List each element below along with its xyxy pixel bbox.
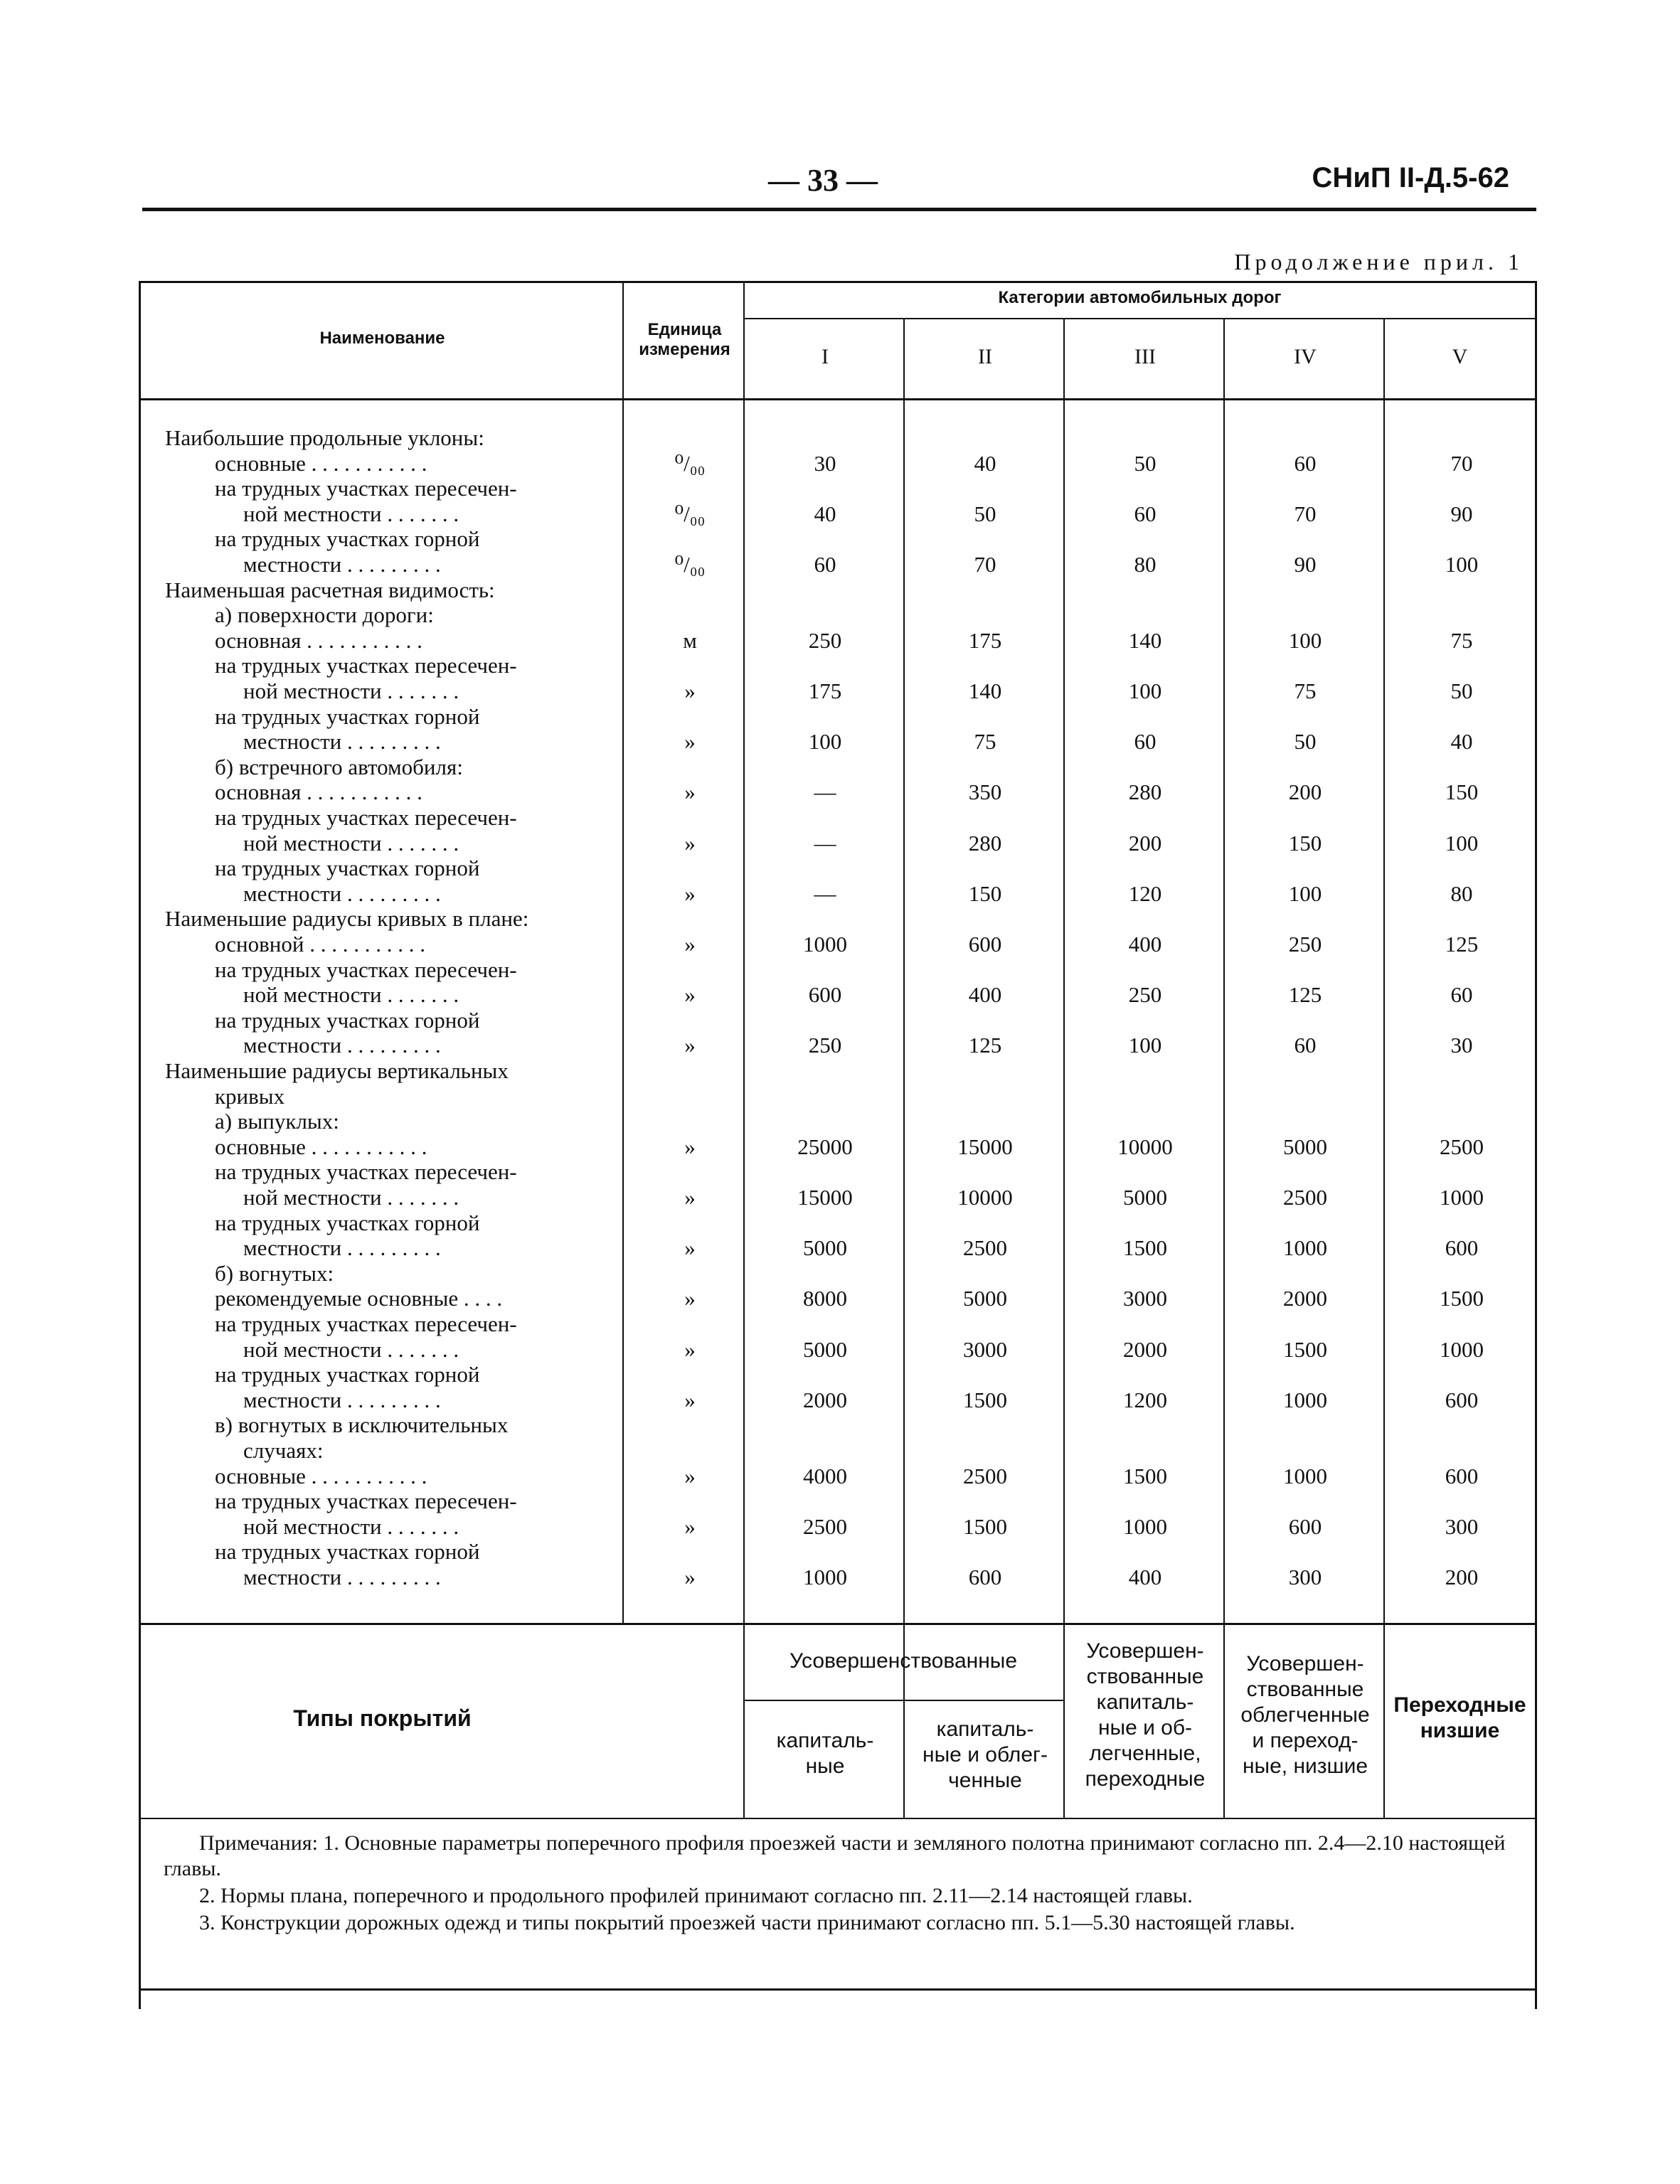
category-header-2: II [978, 345, 992, 368]
table-row [0, 1185, 1680, 1210]
row-value-cat-4: 125 [1288, 982, 1322, 1008]
row-value-cat-3: 100 [1128, 1033, 1162, 1058]
row-unit: » [684, 830, 696, 856]
row-value-cat-1: 175 [808, 678, 842, 703]
coverage-improved: Усовершенствованные [789, 1649, 1018, 1673]
row-label: основная . . . . . . . . . . . [215, 627, 422, 653]
row-label: на трудных участках пересечен- [215, 1159, 517, 1185]
row-value-cat-5: 150 [1445, 779, 1479, 805]
coverage-improved-rule [743, 1700, 1063, 1701]
row-value-cat-3: 60 [1134, 501, 1157, 526]
row-label: б) встречного автомобиля: [215, 754, 463, 779]
table-row [0, 653, 1680, 678]
row-value-cat-2: 75 [974, 729, 996, 755]
row-value-cat-4: 1000 [1283, 1387, 1327, 1412]
row-value-cat-1: — [814, 880, 836, 906]
row-value-cat-4: 1000 [1283, 1235, 1327, 1261]
table-row [0, 1286, 1680, 1311]
row-value-cat-4: 600 [1288, 1513, 1322, 1539]
row-value-cat-5: 600 [1445, 1387, 1479, 1412]
row-value-cat-2: 10000 [957, 1185, 1013, 1210]
row-value-cat-3: 200 [1128, 830, 1162, 856]
table-row [0, 425, 1680, 451]
row-value-cat-4: 200 [1288, 779, 1322, 805]
row-value-cat-2: 280 [968, 830, 1002, 856]
table-row [0, 1464, 1680, 1489]
row-value-cat-3: 10000 [1117, 1134, 1173, 1159]
table-row [0, 1539, 1680, 1565]
row-label: на трудных участках пересечен- [215, 1311, 517, 1336]
row-label: Наименьшие радиусы кривых в плане: [165, 906, 529, 932]
row-value-cat-5: 90 [1450, 501, 1473, 526]
table-row [0, 1159, 1680, 1185]
row-value-cat-1: 1000 [803, 932, 847, 957]
row-value-cat-1: 5000 [803, 1235, 847, 1261]
row-label: ной местности . . . . . . . [243, 1513, 459, 1539]
table-row [0, 1387, 1680, 1413]
row-value-cat-3: 1500 [1123, 1235, 1167, 1261]
table-row [0, 1109, 1680, 1134]
row-value-cat-5: 200 [1445, 1565, 1479, 1589]
row-value-cat-4: 70 [1294, 501, 1317, 526]
category-header-5: V [1452, 345, 1468, 368]
row-label: местности . . . . . . . . . [243, 1387, 441, 1412]
coverage-title: Типы покрытий [293, 1705, 472, 1731]
row-value-cat-5: 600 [1445, 1463, 1479, 1488]
table-row [0, 1438, 1680, 1464]
row-value-cat-4: 1000 [1283, 1463, 1327, 1488]
row-label: на трудных участках пересечен- [215, 476, 517, 501]
row-value-cat-2: 15000 [957, 1134, 1013, 1159]
row-unit: » [684, 779, 696, 805]
row-value-cat-3: 280 [1128, 779, 1162, 805]
row-label: на трудных участках горной [215, 1539, 480, 1565]
row-label: на трудных участках пересечен- [215, 957, 517, 982]
row-label: местности . . . . . . . . . [243, 1033, 441, 1058]
row-label: ной местности . . . . . . . [243, 830, 459, 856]
row-value-cat-5: 2500 [1440, 1134, 1484, 1159]
table-row [0, 1235, 1680, 1261]
row-value-cat-2: 5000 [963, 1286, 1007, 1311]
row-value-cat-3: 120 [1128, 880, 1162, 906]
table-row [0, 1514, 1680, 1540]
coverage-cat-3: Усовершен- ствованные капиталь- ные и об- легченные, переходные [1085, 1639, 1206, 1791]
row-label: основные . . . . . . . . . . . [215, 1463, 427, 1488]
row-value-cat-5: 40 [1450, 729, 1473, 755]
row-label: Наименьшая расчетная видимость: [165, 577, 495, 602]
col-header-unit: Единица измерения [639, 320, 730, 359]
row-label: на трудных участках горной [215, 1210, 480, 1235]
row-value-cat-3: 250 [1128, 982, 1162, 1008]
row-label: ной местности . . . . . . . [243, 982, 459, 1008]
row-label: ной местности . . . . . . . [243, 501, 459, 526]
note-3: 3. Конструкции дорожных одежд и типы покрытий проезжей части принимают согласно пп. 5.1—5.30 настоящей главы. [199, 1911, 1295, 1934]
row-value-cat-5: 30 [1450, 1033, 1473, 1058]
row-value-cat-5: 60 [1450, 982, 1473, 1008]
row-value-cat-1: 40 [814, 501, 836, 526]
continuation-label: Продолжение прил. 1 [1234, 249, 1524, 275]
table-row [0, 779, 1680, 805]
table-row [0, 577, 1680, 603]
row-label: ной местности . . . . . . . [243, 1185, 459, 1210]
row-value-cat-3: 60 [1134, 729, 1157, 755]
row-value-cat-1: 2500 [803, 1513, 847, 1539]
header-rule [142, 208, 1536, 211]
row-unit: ⁰/₀₀ [674, 450, 706, 476]
col-header-categories: Категории автомобильных дорог [998, 288, 1282, 307]
row-value-cat-4: 250 [1288, 932, 1322, 957]
category-header-4: IV [1294, 345, 1317, 368]
row-value-cat-4: 50 [1294, 729, 1317, 755]
row-value-cat-3: 1500 [1123, 1463, 1167, 1488]
row-value-cat-3: 50 [1134, 450, 1157, 476]
row-unit: » [684, 1185, 696, 1210]
row-value-cat-2: 2500 [963, 1463, 1007, 1488]
row-label: основная . . . . . . . . . . . [215, 779, 422, 805]
table-row [0, 831, 1680, 856]
row-unit: » [684, 880, 696, 906]
row-value-cat-4: 90 [1294, 552, 1317, 577]
row-value-cat-2: 1500 [963, 1513, 1007, 1539]
row-value-cat-1: 15000 [797, 1185, 853, 1210]
row-value-cat-5: 1500 [1440, 1286, 1484, 1311]
table-row [0, 1210, 1680, 1236]
table-top-rule [139, 281, 1536, 283]
row-value-cat-2: 1500 [963, 1387, 1007, 1412]
table-row [0, 602, 1680, 628]
row-label: основной . . . . . . . . . . . [215, 932, 425, 957]
row-value-cat-1: 100 [808, 729, 842, 755]
row-label: случаях: [243, 1438, 324, 1463]
row-unit: » [684, 1033, 696, 1058]
row-value-cat-2: 40 [974, 450, 996, 476]
row-value-cat-2: 70 [974, 552, 996, 577]
row-value-cat-5: 100 [1445, 552, 1479, 577]
row-value-cat-5: 1000 [1440, 1336, 1484, 1362]
table-row [0, 856, 1680, 881]
table-row [0, 1488, 1680, 1514]
row-label: Наибольшие продольные уклоны: [165, 425, 484, 450]
row-value-cat-4: 60 [1294, 1033, 1317, 1058]
note-2: 2. Нормы плана, поперечного и продольного профилей принимают согласно пп. 2.11—2.14 настоящей главы. [199, 1884, 1193, 1907]
row-value-cat-5: 1000 [1440, 1185, 1484, 1210]
document-code: СНиП II-Д.5-62 [1312, 162, 1509, 193]
category-header-3: III [1134, 345, 1156, 368]
table-row [0, 1084, 1680, 1109]
row-label: в) вогнутых в исключительных [215, 1412, 509, 1438]
row-label: местности . . . . . . . . . [243, 880, 441, 906]
row-value-cat-1: 60 [814, 552, 836, 577]
row-label: на трудных участках горной [215, 526, 480, 552]
table-row [0, 729, 1680, 755]
row-value-cat-5: 125 [1445, 932, 1479, 957]
row-label: на трудных участках пересечен- [215, 653, 517, 678]
row-unit: ⁰/₀₀ [674, 501, 706, 526]
row-unit: » [684, 1235, 696, 1261]
row-value-cat-4: 60 [1294, 450, 1317, 476]
row-value-cat-3: 1200 [1123, 1387, 1167, 1412]
row-value-cat-1: — [814, 779, 836, 805]
table-row [0, 628, 1680, 654]
row-value-cat-2: 50 [974, 501, 996, 526]
table-row [0, 1311, 1680, 1337]
table-row [0, 932, 1680, 957]
coverage-bottom-rule [139, 1818, 1536, 1819]
row-value-cat-5: 100 [1445, 830, 1479, 856]
row-value-cat-3: 1000 [1123, 1513, 1167, 1539]
row-label: Наименьшие радиусы вертикальных [165, 1058, 509, 1083]
note-1: Примечания: 1. Основные параметры поперечного профиля проезжей части и земляного полотна принимают согласно пп. 2.4—2.10 настоящей главы. [164, 1831, 1506, 1880]
row-value-cat-4: 75 [1294, 678, 1317, 703]
row-unit: ⁰/₀₀ [674, 552, 706, 577]
row-value-cat-2: 140 [968, 678, 1002, 703]
header-bottom-rule [139, 398, 1536, 400]
row-value-cat-2: 600 [968, 1565, 1002, 1589]
coverage-cat-1: капиталь- ные [776, 1729, 874, 1778]
row-unit: » [684, 729, 696, 755]
row-label: ной местности . . . . . . . [243, 678, 459, 703]
table-row [0, 805, 1680, 831]
body-bottom-rule [139, 1623, 1536, 1625]
row-label: местности . . . . . . . . . [243, 1235, 441, 1261]
table-row [0, 982, 1680, 1008]
row-value-cat-2: 3000 [963, 1336, 1007, 1362]
row-value-cat-5: 50 [1450, 678, 1473, 703]
row-value-cat-3: 100 [1128, 678, 1162, 703]
row-value-cat-1: 2000 [803, 1387, 847, 1412]
row-unit: м [683, 627, 697, 653]
row-value-cat-1: 1000 [803, 1565, 847, 1589]
row-label: основные . . . . . . . . . . . [215, 450, 427, 476]
row-label: местности . . . . . . . . . [243, 729, 441, 755]
table-row [0, 1412, 1680, 1438]
row-value-cat-4: 150 [1288, 830, 1322, 856]
col-header-name: Наименование [319, 329, 445, 348]
row-value-cat-1: 4000 [803, 1463, 847, 1488]
row-unit: » [684, 678, 696, 703]
table-row [0, 678, 1680, 704]
row-value-cat-2: 2500 [963, 1235, 1007, 1261]
row-value-cat-4: 2500 [1283, 1185, 1327, 1210]
table-row [0, 1261, 1680, 1287]
row-value-cat-5: 70 [1450, 450, 1473, 476]
row-label: местности . . . . . . . . . [243, 1565, 441, 1589]
row-unit: » [684, 932, 696, 957]
row-unit: » [684, 1513, 696, 1539]
row-unit: » [684, 1134, 696, 1159]
row-value-cat-2: 600 [968, 932, 1002, 957]
table-row [0, 1008, 1680, 1033]
row-label: на трудных участках горной [215, 856, 480, 881]
row-value-cat-1: 5000 [803, 1336, 847, 1362]
row-unit: » [684, 1463, 696, 1488]
row-value-cat-5: 300 [1445, 1513, 1479, 1539]
row-value-cat-3: 5000 [1123, 1185, 1167, 1210]
row-value-cat-1: 250 [808, 1033, 842, 1058]
table-bottom-rule [139, 1988, 1536, 1991]
table-row [0, 526, 1680, 552]
row-value-cat-2: 125 [968, 1033, 1002, 1058]
row-unit: » [684, 1286, 696, 1311]
row-value-cat-5: 600 [1445, 1235, 1479, 1261]
row-value-cat-2: 350 [968, 779, 1002, 805]
row-unit: » [684, 1565, 696, 1589]
row-value-cat-1: 25000 [797, 1134, 853, 1159]
table-row [0, 451, 1680, 476]
table-row [0, 1337, 1680, 1363]
row-label: на трудных участках горной [215, 1007, 480, 1033]
row-value-cat-4: 5000 [1283, 1134, 1327, 1159]
row-value-cat-3: 80 [1134, 552, 1157, 577]
row-value-cat-2: 175 [968, 627, 1002, 653]
coverage-cat-2: капиталь- ные и облег- ченные [923, 1717, 1048, 1792]
row-label: кривых [215, 1083, 285, 1109]
row-label: а) выпуклых: [215, 1109, 339, 1134]
table-row [0, 881, 1680, 907]
coverage-cat-4: Усовершен- ствованные облегченные и переход- ные, низшие [1240, 1652, 1370, 1778]
row-unit: » [684, 982, 696, 1008]
coverage-cat-5: Переходные низшие [1393, 1693, 1526, 1742]
row-value-cat-5: 80 [1450, 880, 1473, 906]
category-header-1: I [822, 345, 829, 368]
row-unit: » [684, 1387, 696, 1412]
row-label: рекомендуемые основные . . . . [215, 1286, 503, 1311]
row-label: ной местности . . . . . . . [243, 1336, 459, 1362]
row-value-cat-5: 75 [1450, 627, 1473, 653]
row-unit: » [684, 1336, 696, 1362]
row-label: б) вогнутых: [215, 1260, 334, 1286]
row-value-cat-3: 2000 [1123, 1336, 1167, 1362]
table-row [0, 1565, 1680, 1590]
row-value-cat-4: 300 [1288, 1565, 1322, 1589]
row-label: местности . . . . . . . . . [243, 552, 441, 577]
row-value-cat-3: 400 [1128, 1565, 1162, 1589]
row-value-cat-3: 140 [1128, 627, 1162, 653]
row-label: на трудных участках горной [215, 1362, 480, 1387]
row-value-cat-2: 400 [968, 982, 1002, 1008]
table-row [0, 552, 1680, 577]
row-value-cat-3: 3000 [1123, 1286, 1167, 1311]
row-value-cat-4: 100 [1288, 627, 1322, 653]
row-value-cat-1: 8000 [803, 1286, 847, 1311]
row-value-cat-4: 2000 [1283, 1286, 1327, 1311]
table-row [0, 704, 1680, 730]
row-value-cat-2: 150 [968, 880, 1002, 906]
page-number: — 33 — [768, 163, 878, 198]
row-value-cat-4: 100 [1288, 880, 1322, 906]
row-value-cat-3: 400 [1128, 932, 1162, 957]
row-value-cat-1: — [814, 830, 836, 856]
row-label: на трудных участках пересечен- [215, 805, 517, 830]
table-row [0, 1058, 1680, 1084]
table-row [0, 755, 1680, 780]
table-row [0, 501, 1680, 527]
table-row [0, 476, 1680, 501]
row-label: а) поверхности дороги: [215, 602, 434, 628]
table-row [0, 906, 1680, 932]
row-value-cat-1: 600 [808, 982, 842, 1008]
row-value-cat-1: 30 [814, 450, 836, 476]
table-row [0, 1033, 1680, 1058]
row-label: основные . . . . . . . . . . . [215, 1134, 427, 1159]
row-label: на трудных участках горной [215, 703, 480, 729]
row-label: на трудных участках пересечен- [215, 1488, 517, 1514]
row-value-cat-4: 1500 [1283, 1336, 1327, 1362]
row-value-cat-1: 250 [808, 627, 842, 653]
category-subheader-rule [743, 318, 1536, 319]
table-row [0, 1134, 1680, 1160]
table-row [0, 957, 1680, 983]
table-row [0, 1362, 1680, 1387]
